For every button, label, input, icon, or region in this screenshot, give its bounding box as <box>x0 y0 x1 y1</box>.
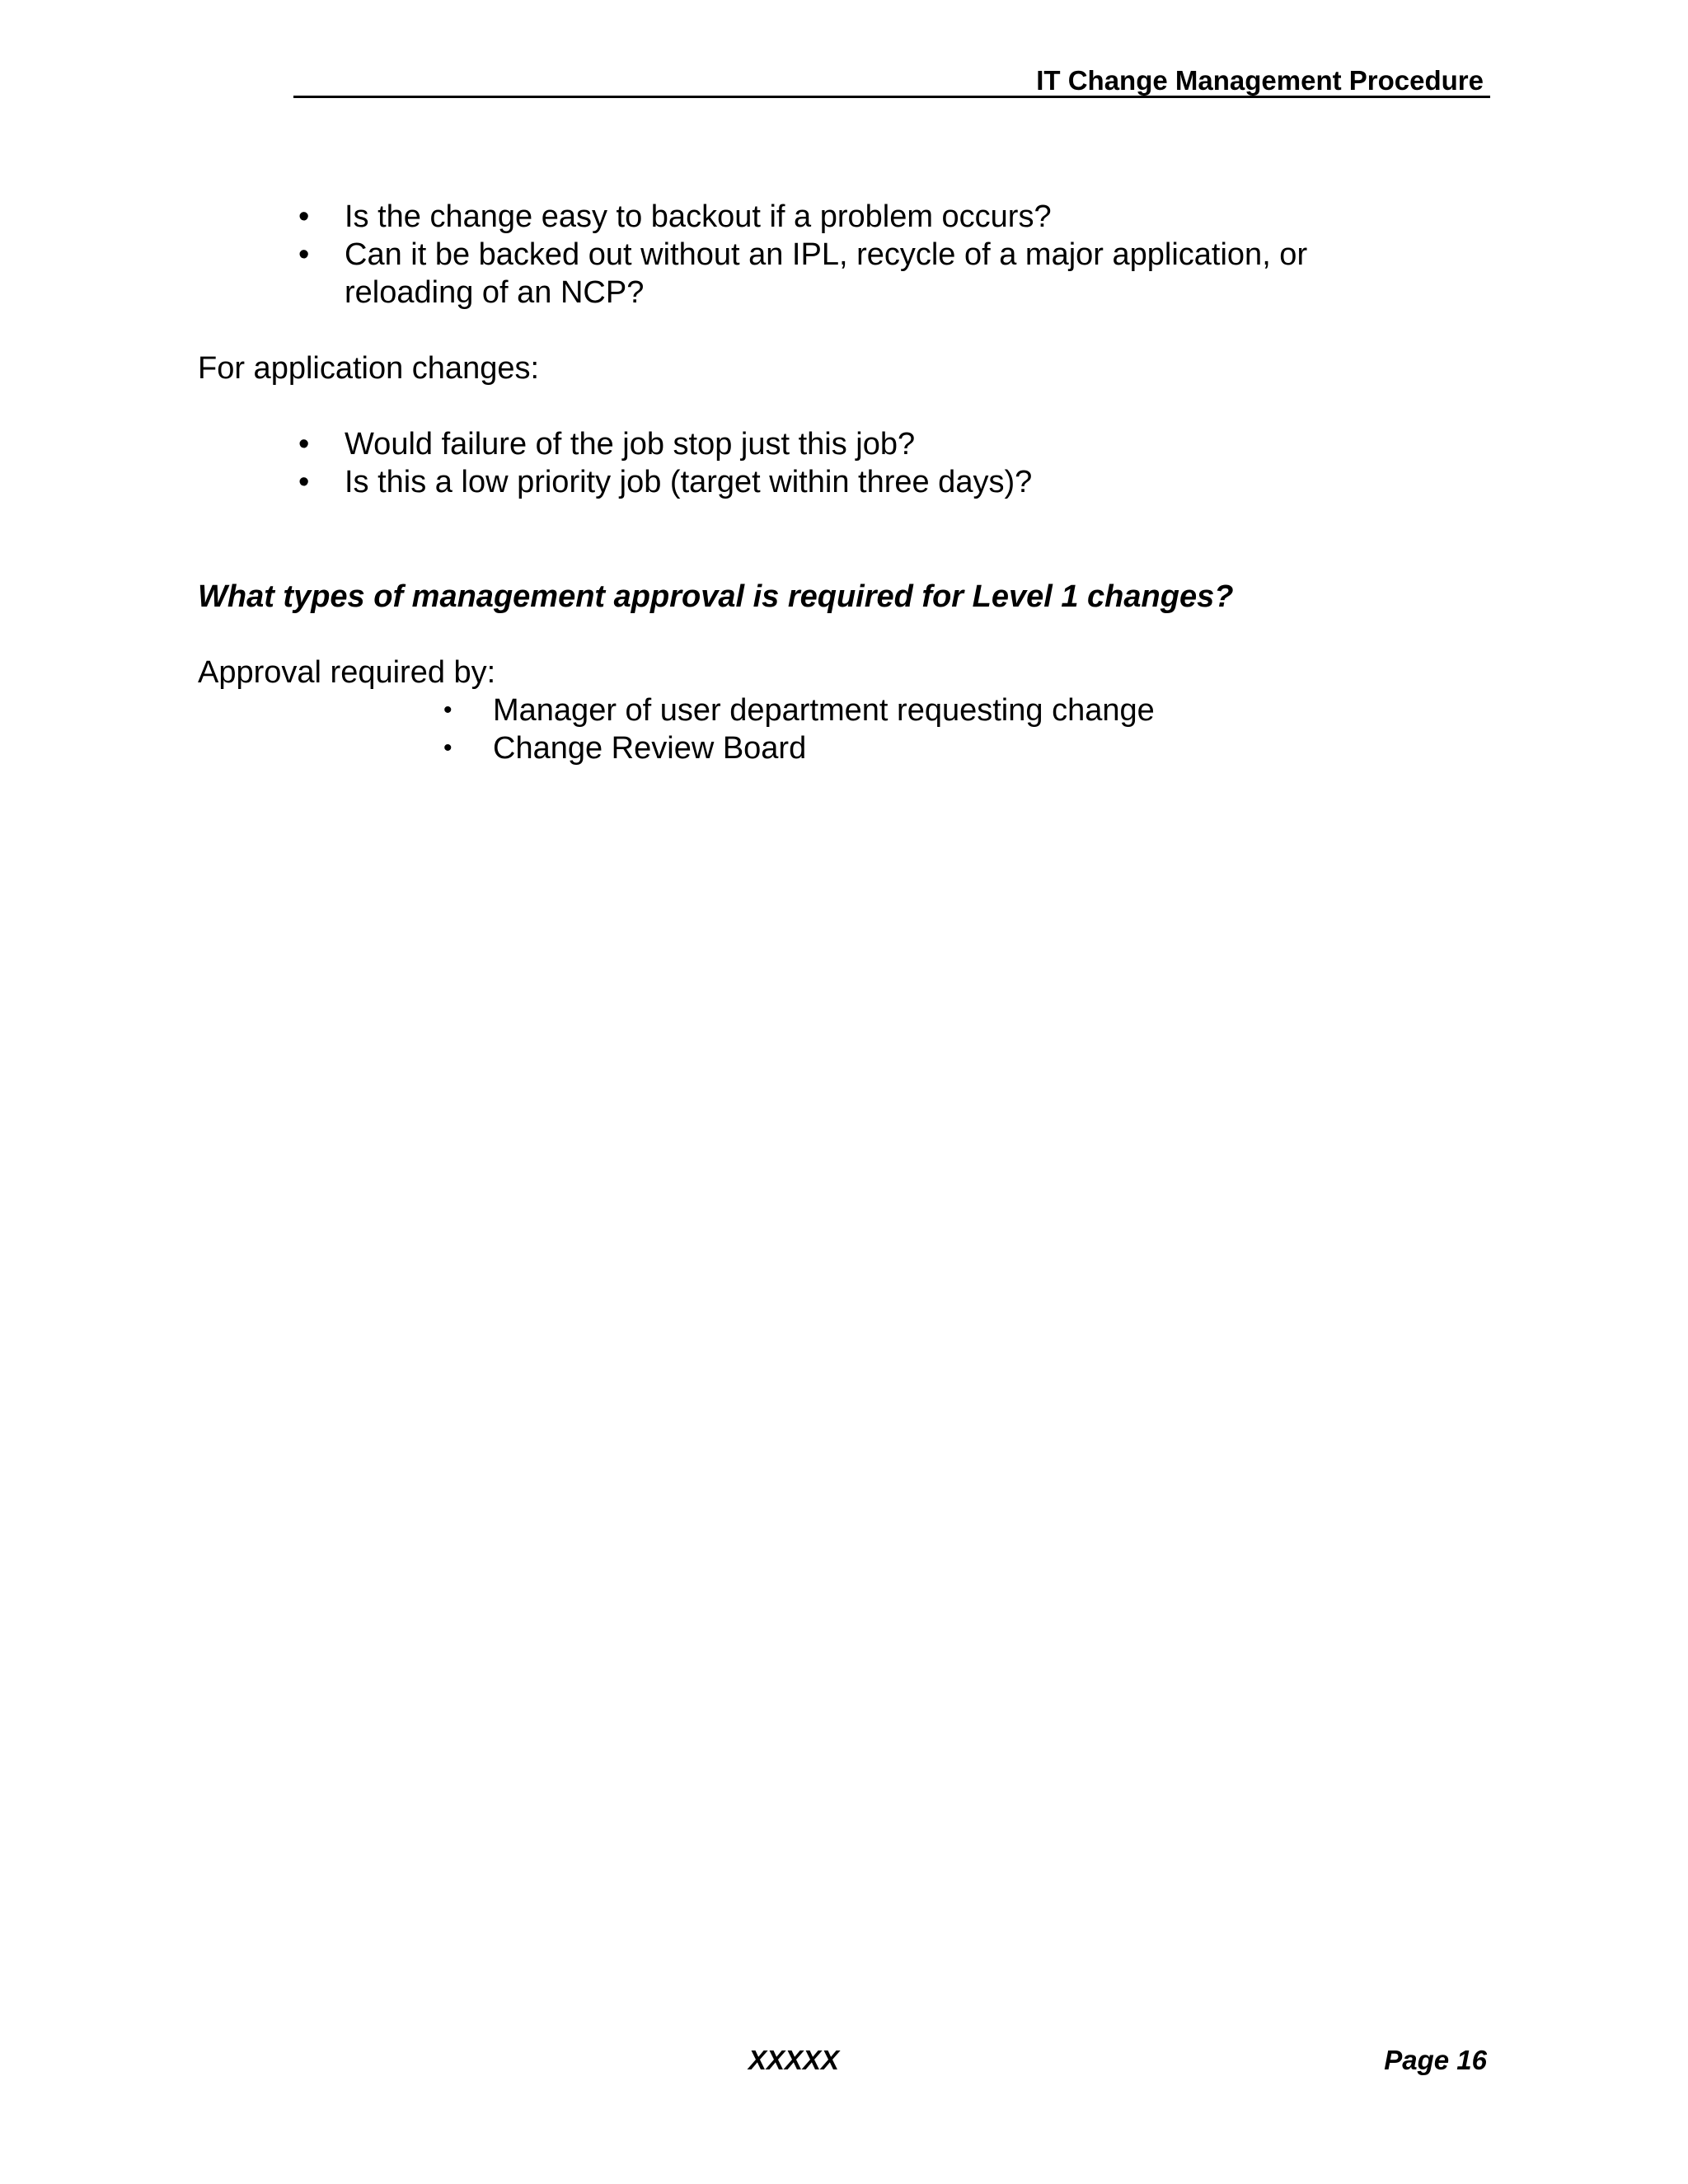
list-item-text: Change Review Board <box>493 731 807 766</box>
list-item <box>443 691 1155 729</box>
list-item-continuation <box>345 274 1307 312</box>
list-item-text: Can it be backed out without an IPL, recycle of a major application, or <box>345 237 1308 272</box>
list-item-text: Would failure of the job stop just this job? <box>345 427 916 462</box>
bullet-icon: • <box>298 465 310 499</box>
list-item-text: Is the change easy to backout if a problem occurs? <box>345 199 1052 234</box>
bullet-icon: • <box>298 427 310 462</box>
list-item <box>298 425 1032 463</box>
bullet-icon: • <box>443 734 452 762</box>
list-item-text: Is this a low priority job (target within three days)? <box>345 465 1033 499</box>
footer-document-id: XXXXX <box>748 2045 840 2075</box>
list-item <box>298 236 1308 274</box>
list-item <box>298 463 1033 501</box>
header-rule <box>293 96 1490 98</box>
list-item-text: reloading of an NCP? <box>345 275 645 310</box>
approval-question-heading: What types of management approval is required for Level 1 changes? <box>198 579 1234 614</box>
list-item-text: Manager of user department requesting change <box>493 693 1155 728</box>
approvers-list <box>443 691 1155 767</box>
bullet-icon: • <box>298 237 310 272</box>
backout-questions-list <box>298 198 1308 312</box>
application-questions-list <box>298 425 1033 501</box>
footer-page-number: Page 16 <box>1384 2045 1487 2075</box>
list-item <box>298 198 1307 236</box>
list-item <box>443 729 1155 767</box>
bullet-icon: • <box>298 199 310 234</box>
bullet-icon: • <box>443 696 452 724</box>
application-changes-intro: For application changes: <box>198 351 540 386</box>
header-title: IT Change Management Procedure <box>1036 65 1484 96</box>
approval-intro: Approval required by: <box>198 655 496 690</box>
